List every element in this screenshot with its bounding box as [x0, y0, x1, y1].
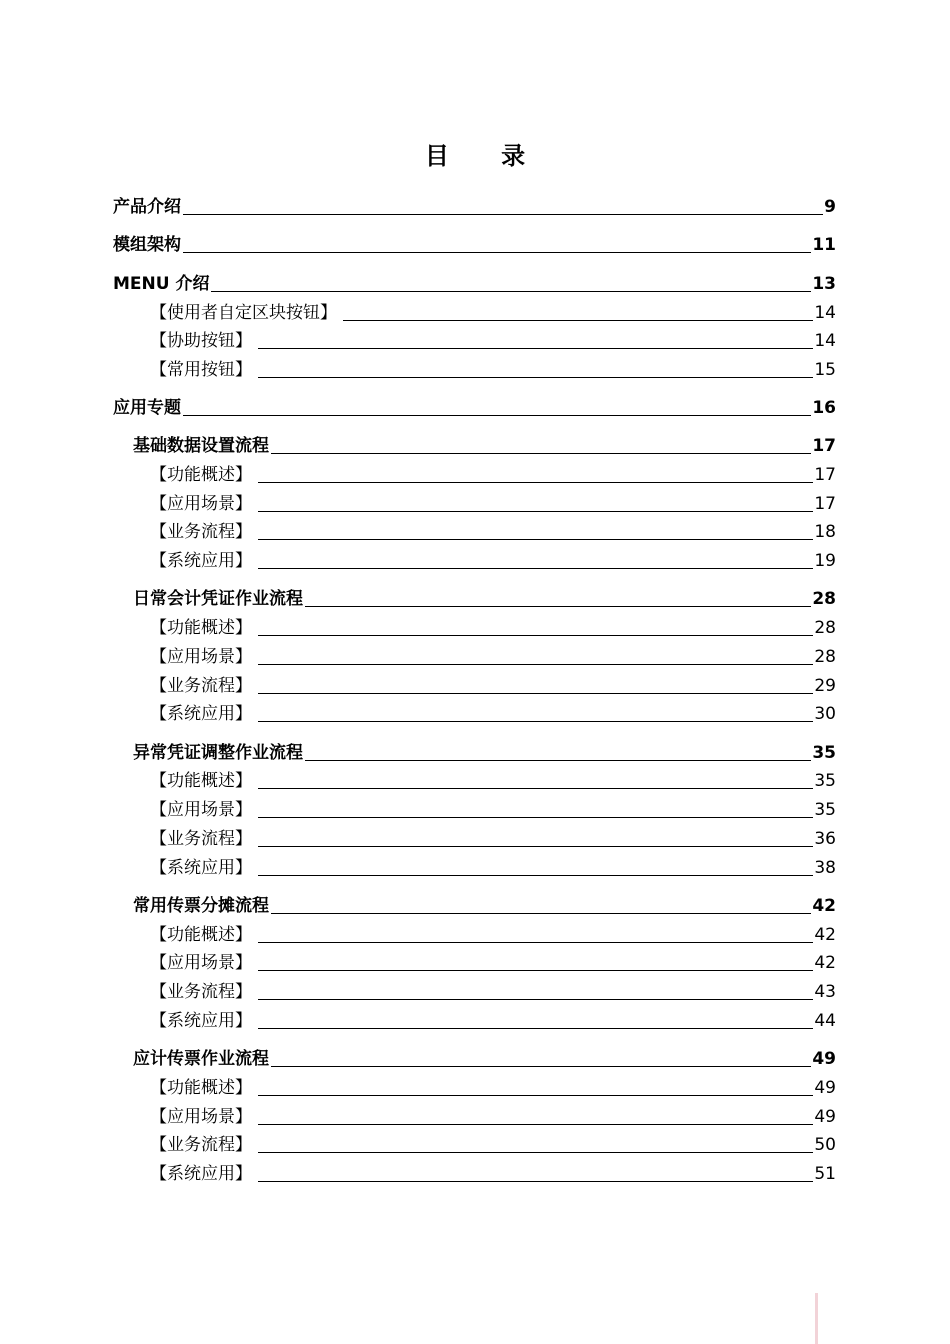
toc-leader-line [258, 1123, 813, 1125]
toc-entry[interactable] [0, 1048, 950, 1070]
toc-leader-line [258, 538, 813, 540]
toc-entry[interactable] [0, 464, 950, 486]
toc-entry-page-number: 28 [814, 647, 836, 667]
toc-leader-line [258, 1151, 813, 1153]
toc-entry-page-number: 11 [812, 235, 836, 255]
toc-leader-line [258, 567, 813, 569]
toc-leader-line [258, 1027, 813, 1029]
toc-leader-line [258, 816, 813, 818]
toc-entry-page-number: 49 [812, 1049, 836, 1069]
toc-leader-line [183, 213, 823, 215]
toc-entry[interactable] [0, 273, 950, 295]
toc-leader-line [258, 1094, 813, 1096]
toc-entry-label: 【应用场景】 [150, 647, 252, 667]
toc-entry[interactable] [0, 924, 950, 946]
toc-entry-label: 【系统应用】 [150, 1011, 252, 1031]
toc-entry-page-number: 36 [814, 829, 836, 849]
toc-entry-label: 【功能概述】 [150, 1078, 252, 1098]
toc-entry[interactable] [0, 799, 950, 821]
toc-leader-line [258, 787, 813, 789]
toc-entry-label: 【使用者自定区块按钮】 [150, 303, 337, 323]
toc-entry-label: 【系统应用】 [150, 551, 252, 571]
toc-leader-line [258, 692, 813, 694]
toc-entry-label: 【业务流程】 [150, 676, 252, 696]
toc-entry-page-number: 18 [814, 522, 836, 542]
toc-entry-page-number: 17 [814, 494, 836, 514]
toc-entry-label: 【应用场景】 [150, 953, 252, 973]
toc-leader-line [258, 634, 813, 636]
toc-title: 目 录 [424, 142, 548, 170]
toc-entry-page-number: 51 [814, 1164, 836, 1184]
toc-entry-label: 【应用场景】 [150, 800, 252, 820]
toc-entry[interactable] [0, 675, 950, 697]
toc-entry-page-number: 42 [814, 925, 836, 945]
toc-entry-label: 【系统应用】 [150, 858, 252, 878]
toc-entry-page-number: 30 [814, 704, 836, 724]
toc-entry-label: 常用传票分摊流程 [133, 896, 269, 916]
toc-entry-label: 【功能概述】 [150, 771, 252, 791]
toc-entry-label: 【功能概述】 [150, 618, 252, 638]
toc-leader-line [258, 376, 813, 378]
toc-entry[interactable] [0, 1010, 950, 1032]
toc-entry[interactable] [0, 588, 950, 610]
toc-leader-line [258, 874, 813, 876]
toc-entry-page-number: 28 [812, 589, 836, 609]
toc-entry[interactable] [0, 981, 950, 1003]
toc-entry[interactable] [0, 1163, 950, 1185]
toc-leader-line [271, 912, 811, 914]
toc-entry-label: 【协助按钮】 [150, 331, 252, 351]
toc-leader-line [258, 998, 813, 1000]
toc-entry[interactable] [0, 1106, 950, 1128]
toc-entry-label: 【常用按钮】 [150, 360, 252, 380]
toc-entry-page-number: 38 [814, 858, 836, 878]
toc-entry-page-number: 14 [814, 331, 836, 351]
toc-entry-label: 日常会计凭证作业流程 [133, 589, 303, 609]
toc-entry[interactable] [0, 302, 950, 324]
toc-entry-page-number: 13 [812, 274, 836, 294]
toc-entry[interactable] [0, 703, 950, 725]
toc-entry-page-number: 50 [814, 1135, 836, 1155]
toc-leader-line [211, 290, 811, 292]
toc-entry-page-number: 15 [814, 360, 836, 380]
toc-entry-label: MENU 介绍 [113, 274, 210, 294]
toc-leader-line [258, 663, 813, 665]
toc-leader-line [271, 1065, 811, 1067]
toc-leader-line [305, 605, 811, 607]
page-edge-mark [815, 1293, 818, 1344]
toc-entry-page-number: 49 [814, 1078, 836, 1098]
toc-leader-line [258, 969, 813, 971]
toc-entry-label: 【系统应用】 [150, 1164, 252, 1184]
toc-entry-page-number: 44 [814, 1011, 836, 1031]
toc-entry-page-number: 29 [814, 676, 836, 696]
toc-entry[interactable] [0, 397, 950, 419]
toc-entry-label: 【业务流程】 [150, 1135, 252, 1155]
toc-entry-label: 异常凭证调整作业流程 [133, 743, 303, 763]
toc-entry-label: 【业务流程】 [150, 982, 252, 1002]
toc-entry-label: 模组架构 [113, 235, 181, 255]
toc-entry-label: 基础数据设置流程 [133, 436, 269, 456]
toc-leader-line [305, 759, 811, 761]
toc-entry-label: 应计传票作业流程 [133, 1049, 269, 1069]
toc-entry[interactable] [0, 828, 950, 850]
toc-leader-line [258, 481, 813, 483]
toc-entry[interactable] [0, 196, 950, 218]
toc-entry-page-number: 9 [824, 197, 836, 217]
toc-entry[interactable] [0, 234, 950, 256]
toc-entry-page-number: 16 [812, 398, 836, 418]
toc-leader-line [258, 941, 813, 943]
toc-leader-line [258, 720, 813, 722]
toc-entry-label: 产品介绍 [113, 197, 181, 217]
toc-entry[interactable] [0, 493, 950, 515]
toc-leader-line [258, 845, 813, 847]
toc-entry-page-number: 42 [814, 953, 836, 973]
toc-entry-page-number: 35 [814, 771, 836, 791]
toc-leader-line [183, 251, 811, 253]
toc-entry[interactable] [0, 742, 950, 764]
toc-entry[interactable] [0, 359, 950, 381]
toc-entry-label: 【功能概述】 [150, 465, 252, 485]
toc-entry-page-number: 17 [812, 436, 836, 456]
toc-leader-line [183, 414, 811, 416]
toc-leader-line [258, 347, 813, 349]
toc-entry[interactable] [0, 646, 950, 668]
toc-entry-page-number: 17 [814, 465, 836, 485]
toc-leader-line [258, 510, 813, 512]
toc-entry[interactable] [0, 1134, 950, 1156]
toc-entry-label: 【功能概述】 [150, 925, 252, 945]
toc-entry-label: 【应用场景】 [150, 1107, 252, 1127]
toc-entry[interactable] [0, 550, 950, 572]
toc-entry-label: 【系统应用】 [150, 704, 252, 724]
toc-entry[interactable] [0, 895, 950, 917]
toc-leader-line [271, 452, 811, 454]
toc-entry-page-number: 35 [812, 743, 836, 763]
toc-leader-line [258, 1180, 813, 1182]
toc-entry-label: 【业务流程】 [150, 522, 252, 542]
toc-entry-label: 【业务流程】 [150, 829, 252, 849]
toc-entry[interactable] [0, 435, 950, 457]
toc-entry-page-number: 14 [814, 303, 836, 323]
toc-leader-line [343, 319, 813, 321]
toc-entry-label: 【应用场景】 [150, 494, 252, 514]
toc-entry-page-number: 42 [812, 896, 836, 916]
toc-entry[interactable] [0, 617, 950, 639]
toc-entry-page-number: 28 [814, 618, 836, 638]
toc-entry[interactable] [0, 952, 950, 974]
toc-entry-page-number: 19 [814, 551, 836, 571]
toc-entry-label: 应用专题 [113, 398, 181, 418]
toc-entry-page-number: 49 [814, 1107, 836, 1127]
toc-entry[interactable] [0, 1077, 950, 1099]
toc-entry-page-number: 35 [814, 800, 836, 820]
toc-entry-page-number: 43 [814, 982, 836, 1002]
toc-entry[interactable] [0, 330, 950, 352]
toc-entry[interactable] [0, 521, 950, 543]
toc-entry[interactable] [0, 770, 950, 792]
toc-entry[interactable] [0, 857, 950, 879]
